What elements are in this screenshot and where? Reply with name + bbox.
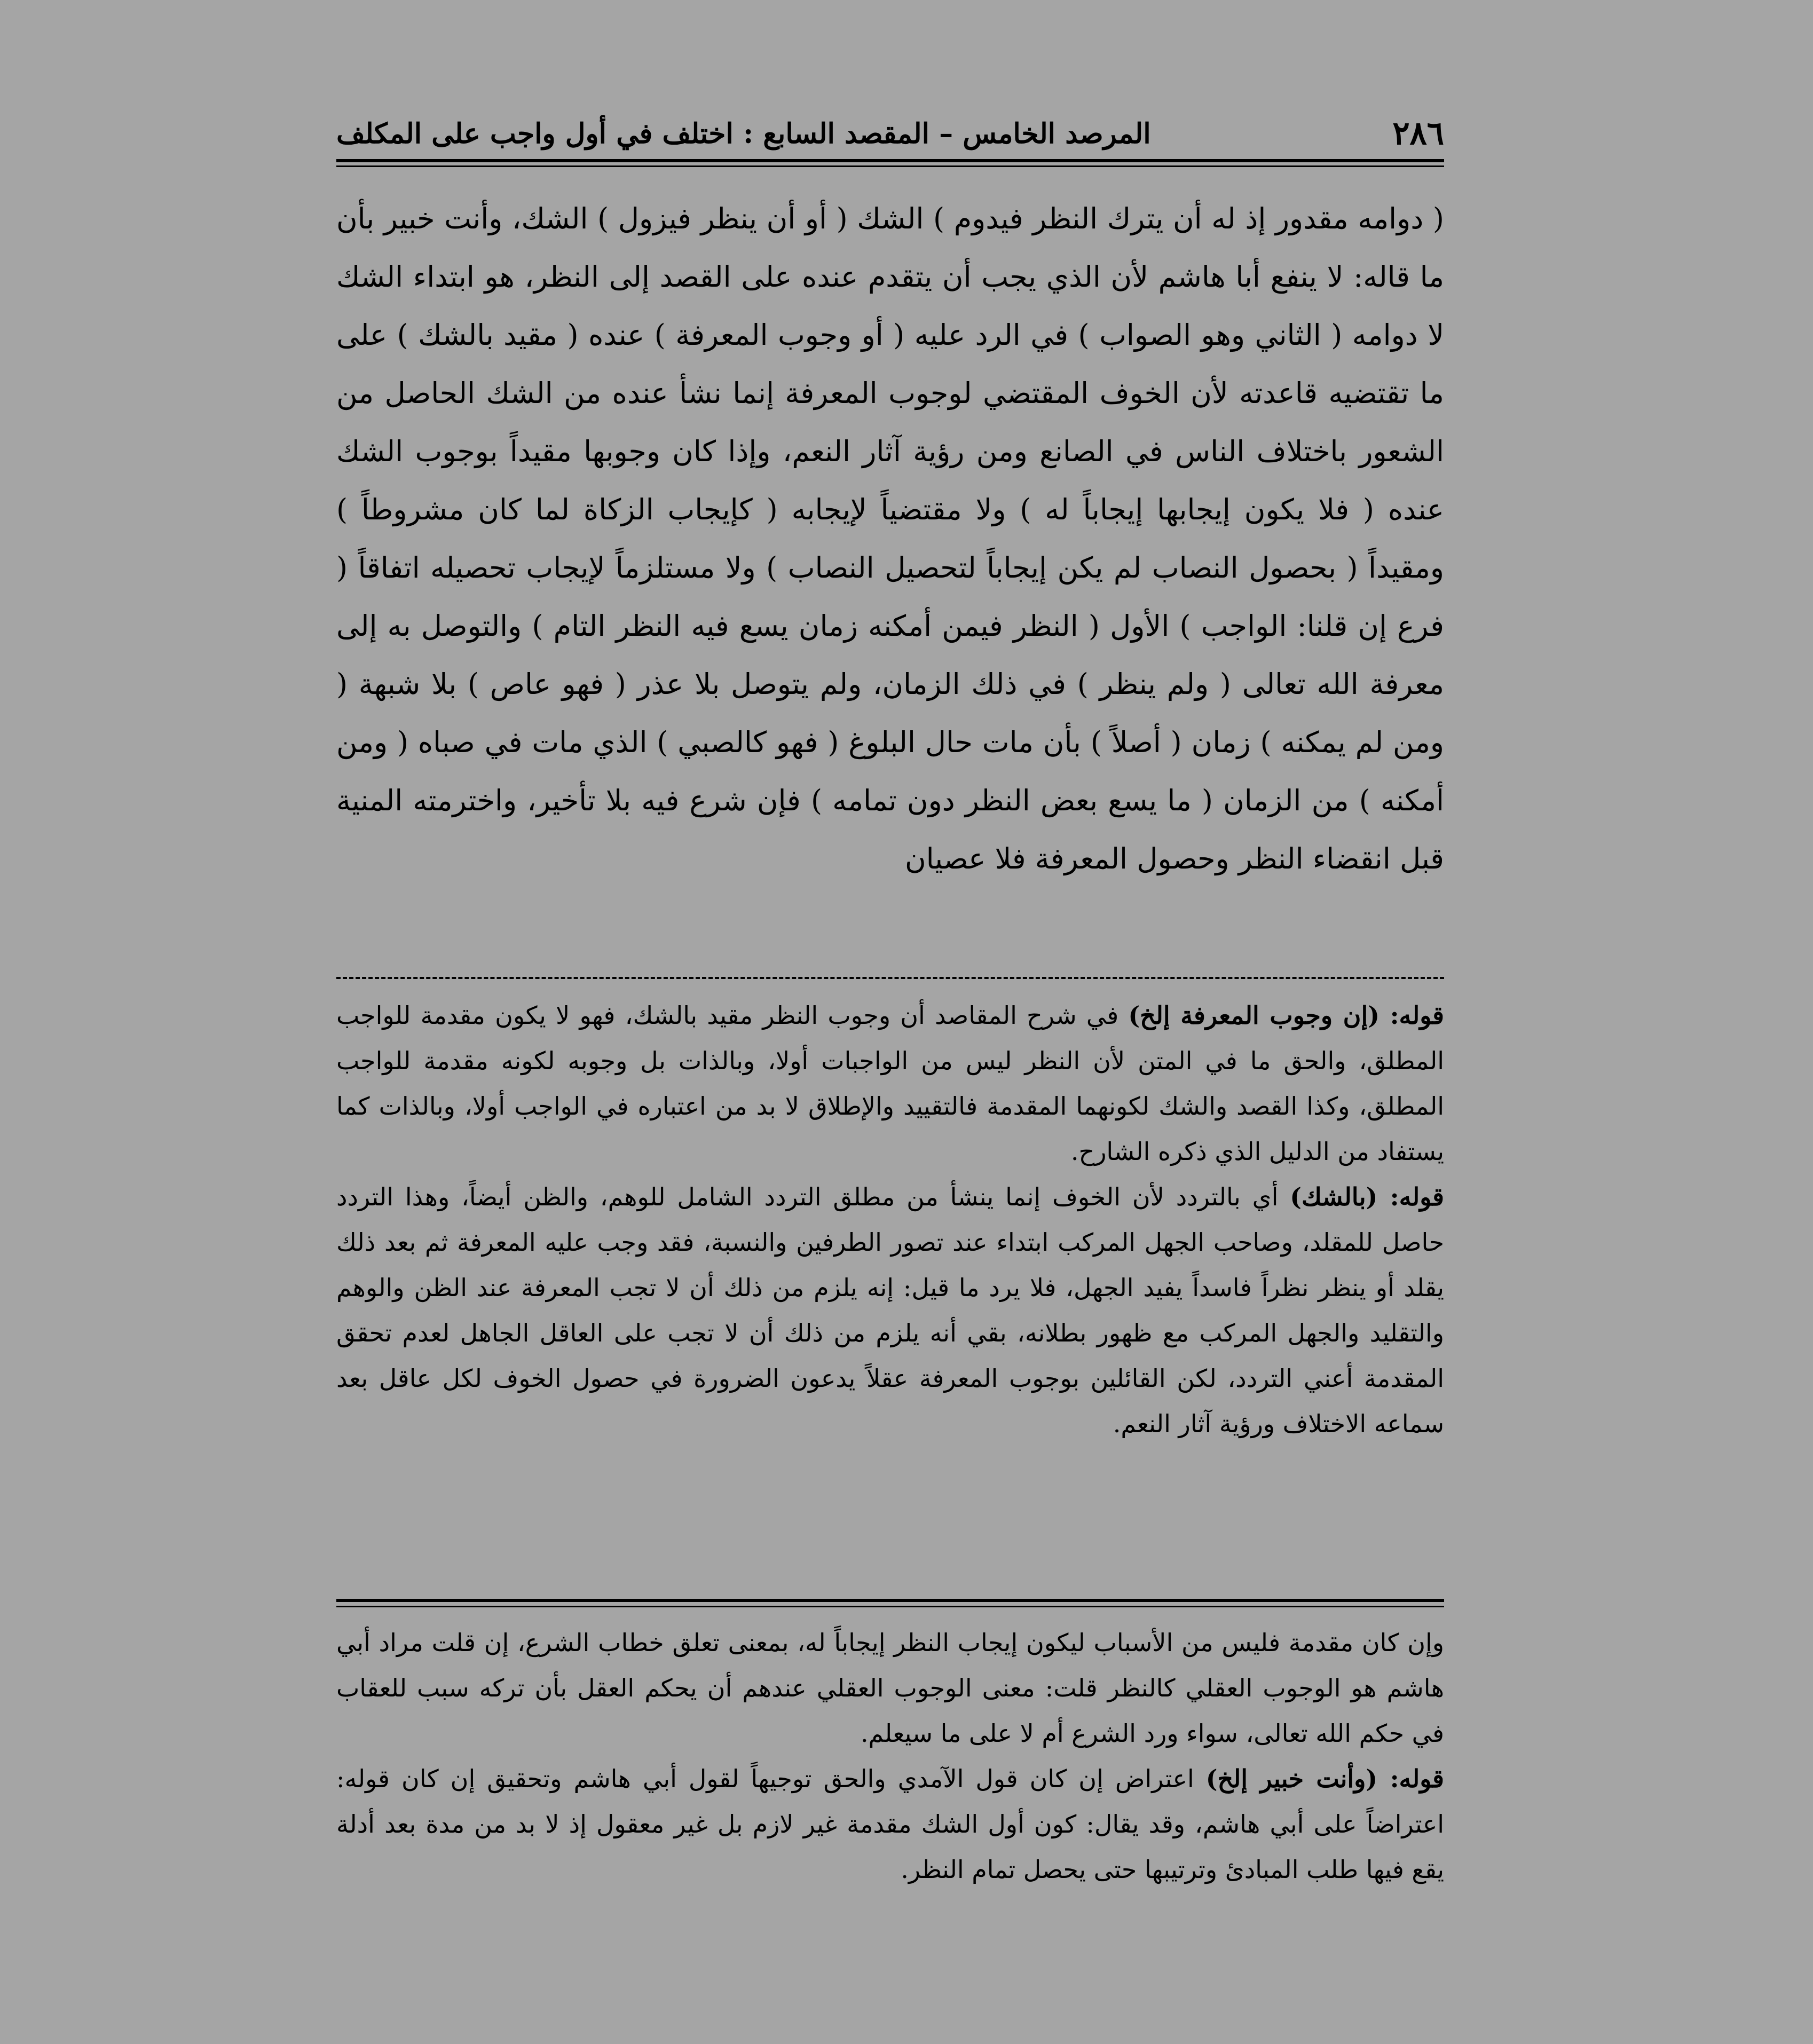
note-paragraph: [336, 1620, 1444, 1756]
header-rule-thin: [336, 165, 1444, 167]
bottom-notes: [336, 1620, 1444, 1892]
commentary-paragraph: [336, 1174, 1444, 1447]
commentary-paragraph: [336, 993, 1444, 1174]
note-paragraph: [336, 1756, 1444, 1892]
commentary-body: أي بالتردد لأن الخوف إنما ينشأ من مطلق التردد الشامل للوهم، والظن أيضاً، وهذا التردد حاصل للمقلد، وصاحب الجهل المركب ابتداء عند تصور الطرفين والنسبة، فقد وجب عليه المعرفة ثم بعد ذلك يقلد أو ينظر نظراً فاسداً يفيد الجهل، فلا يرد ما قيل: إنه يلزم من ذلك أن لا تجب المعرفة عند الظن والوهم والتقليد والجهل المركب مع ظهور بطلانه، بقي أنه يلزم من ذلك أن لا تجب على العاقل الجاهل لعدم تحقق المقدمة أعني التردد، لكن القائلين بوجوب المعرفة عقلاً يدعون الضرورة في حصول الخوف لكل عاقل بعد سماعه الاختلاف ورؤية آثار النعم.: [336, 1182, 1444, 1438]
commentary-lead: قوله: (بالشك): [1290, 1182, 1445, 1211]
note-body: وإن كان مقدمة فليس من الأسباب ليكون إيجاب النظر إيجاباً له، بمعنى تعلق خطاب الشرع، إن قلت مراد أبي هاشم هو الوجوب العقلي كالنظر قلت: معنى الوجوب العقلي عندهم أن يحكم العقل بأن تركه سبب للعقاب في حكم الله تعالى، سواء ورد الشرع أم لا على ما سيعلم.: [336, 1628, 1444, 1748]
main-text: ( دوامه مقدور إذ له أن يترك النظر فيدوم ) الشك ( أو أن ينظر فيزول ) الشك، وأنت خبير بأن ما قاله: لا ينفع أبا هاشم لأن الذي يجب أن يتقدم عنده على القصد إلى النظر، هو ابتداء الشك لا دوامه ( الثاني وهو الصواب ) في الرد عليه ( أو وجوب المعرفة ) عنده ( مقيد بالشك ) على ما تقتضيه قاعدته لأن الخوف المقتضي لوجوب المعرفة إنما نشأ عنده من الشك الحاصل من الشعور باختلاف الناس في الصانع ومن رؤية آثار النعم، وإذا كان وجوبها مقيداً بوجوب الشك عنده ( فلا يكون إيجابها إيجاباً له ) ولا مقتضياً لإيجابه ( كإيجاب الزكاة لما كان مشروطاً ) ومقيداً ( بحصول النصاب لم يكن إيجاباً لتحصيل النصاب ) ولا مستلزماً لإيجاب تحصيله اتفاقاً ( فرع إن قلنا: الواجب ) الأول ( النظر فيمن أمكنه زمان يسع فيه النظر التام ) والتوصل به إلى معرفة الله تعالى ( ولم ينظر ) في ذلك الزمان، ولم يتوصل بلا عذر ( فهو عاص ) بلا شبهة ( ومن لم يمكنه ) زمان ( أصلاً ) بأن مات حال البلوغ ( فهو كالصبي ) الذي مات في صباه ( ومن أمكنه ) من الزمان ( ما يسع بعض النظر دون تمامه ) فإن شرع فيه بلا تأخير، واخترمته المنية قبل انقضاء النظر وحصول المعرفة فلا عصيان: [336, 202, 1444, 875]
footnote-rule: [336, 1599, 1444, 1602]
page-number: ٢٨٦: [1392, 115, 1444, 152]
running-header: [336, 107, 1444, 160]
dashed-separator: [336, 977, 1444, 979]
note-body: اعتراض إن كان قول الآمدي والحق توجيهاً لقول أبي هاشم وتحقيق إن كان قوله: اعتراضاً على أبي هاشم، وقد يقال: كون أول الشك مقدمة غير لازم بل غير معقول إذ لا بد من مدة بعد أدلة يقع فيها طلب المبادئ وترتيبها حتى يحصل تمام النظر.: [336, 1764, 1445, 1884]
book-page: [336, 101, 1444, 1943]
note-lead: قوله: (وأنت خبير إلخ): [1205, 1764, 1444, 1793]
commentary-body: في شرح المقاصد أن وجوب النظر مقيد بالشك، فهو لا يكون مقدمة للواجب المطلق، والحق ما في المتن لأن النظر ليس من الواجبات أولا، وبالذات بل وجوبه لكونه مقدمة للواجب المطلق، وكذا القصد والشك لكونهما المقدمة فالتقييد والإطلاق لا بد من اعتباره في الواجب أولا، وبالذات كما يستفاد من الدليل الذي ذكره الشارح.: [336, 1001, 1444, 1166]
footnote-rule-thin: [336, 1606, 1444, 1607]
commentary: [336, 993, 1444, 1447]
commentary-lead: قوله: (إن وجوب المعرفة إلخ): [1128, 1001, 1444, 1030]
chapter-title: المرصد الخامس – المقصد السابع : اختلف في أول واجب على المكلف: [336, 117, 1151, 150]
header-rule: [336, 159, 1444, 162]
